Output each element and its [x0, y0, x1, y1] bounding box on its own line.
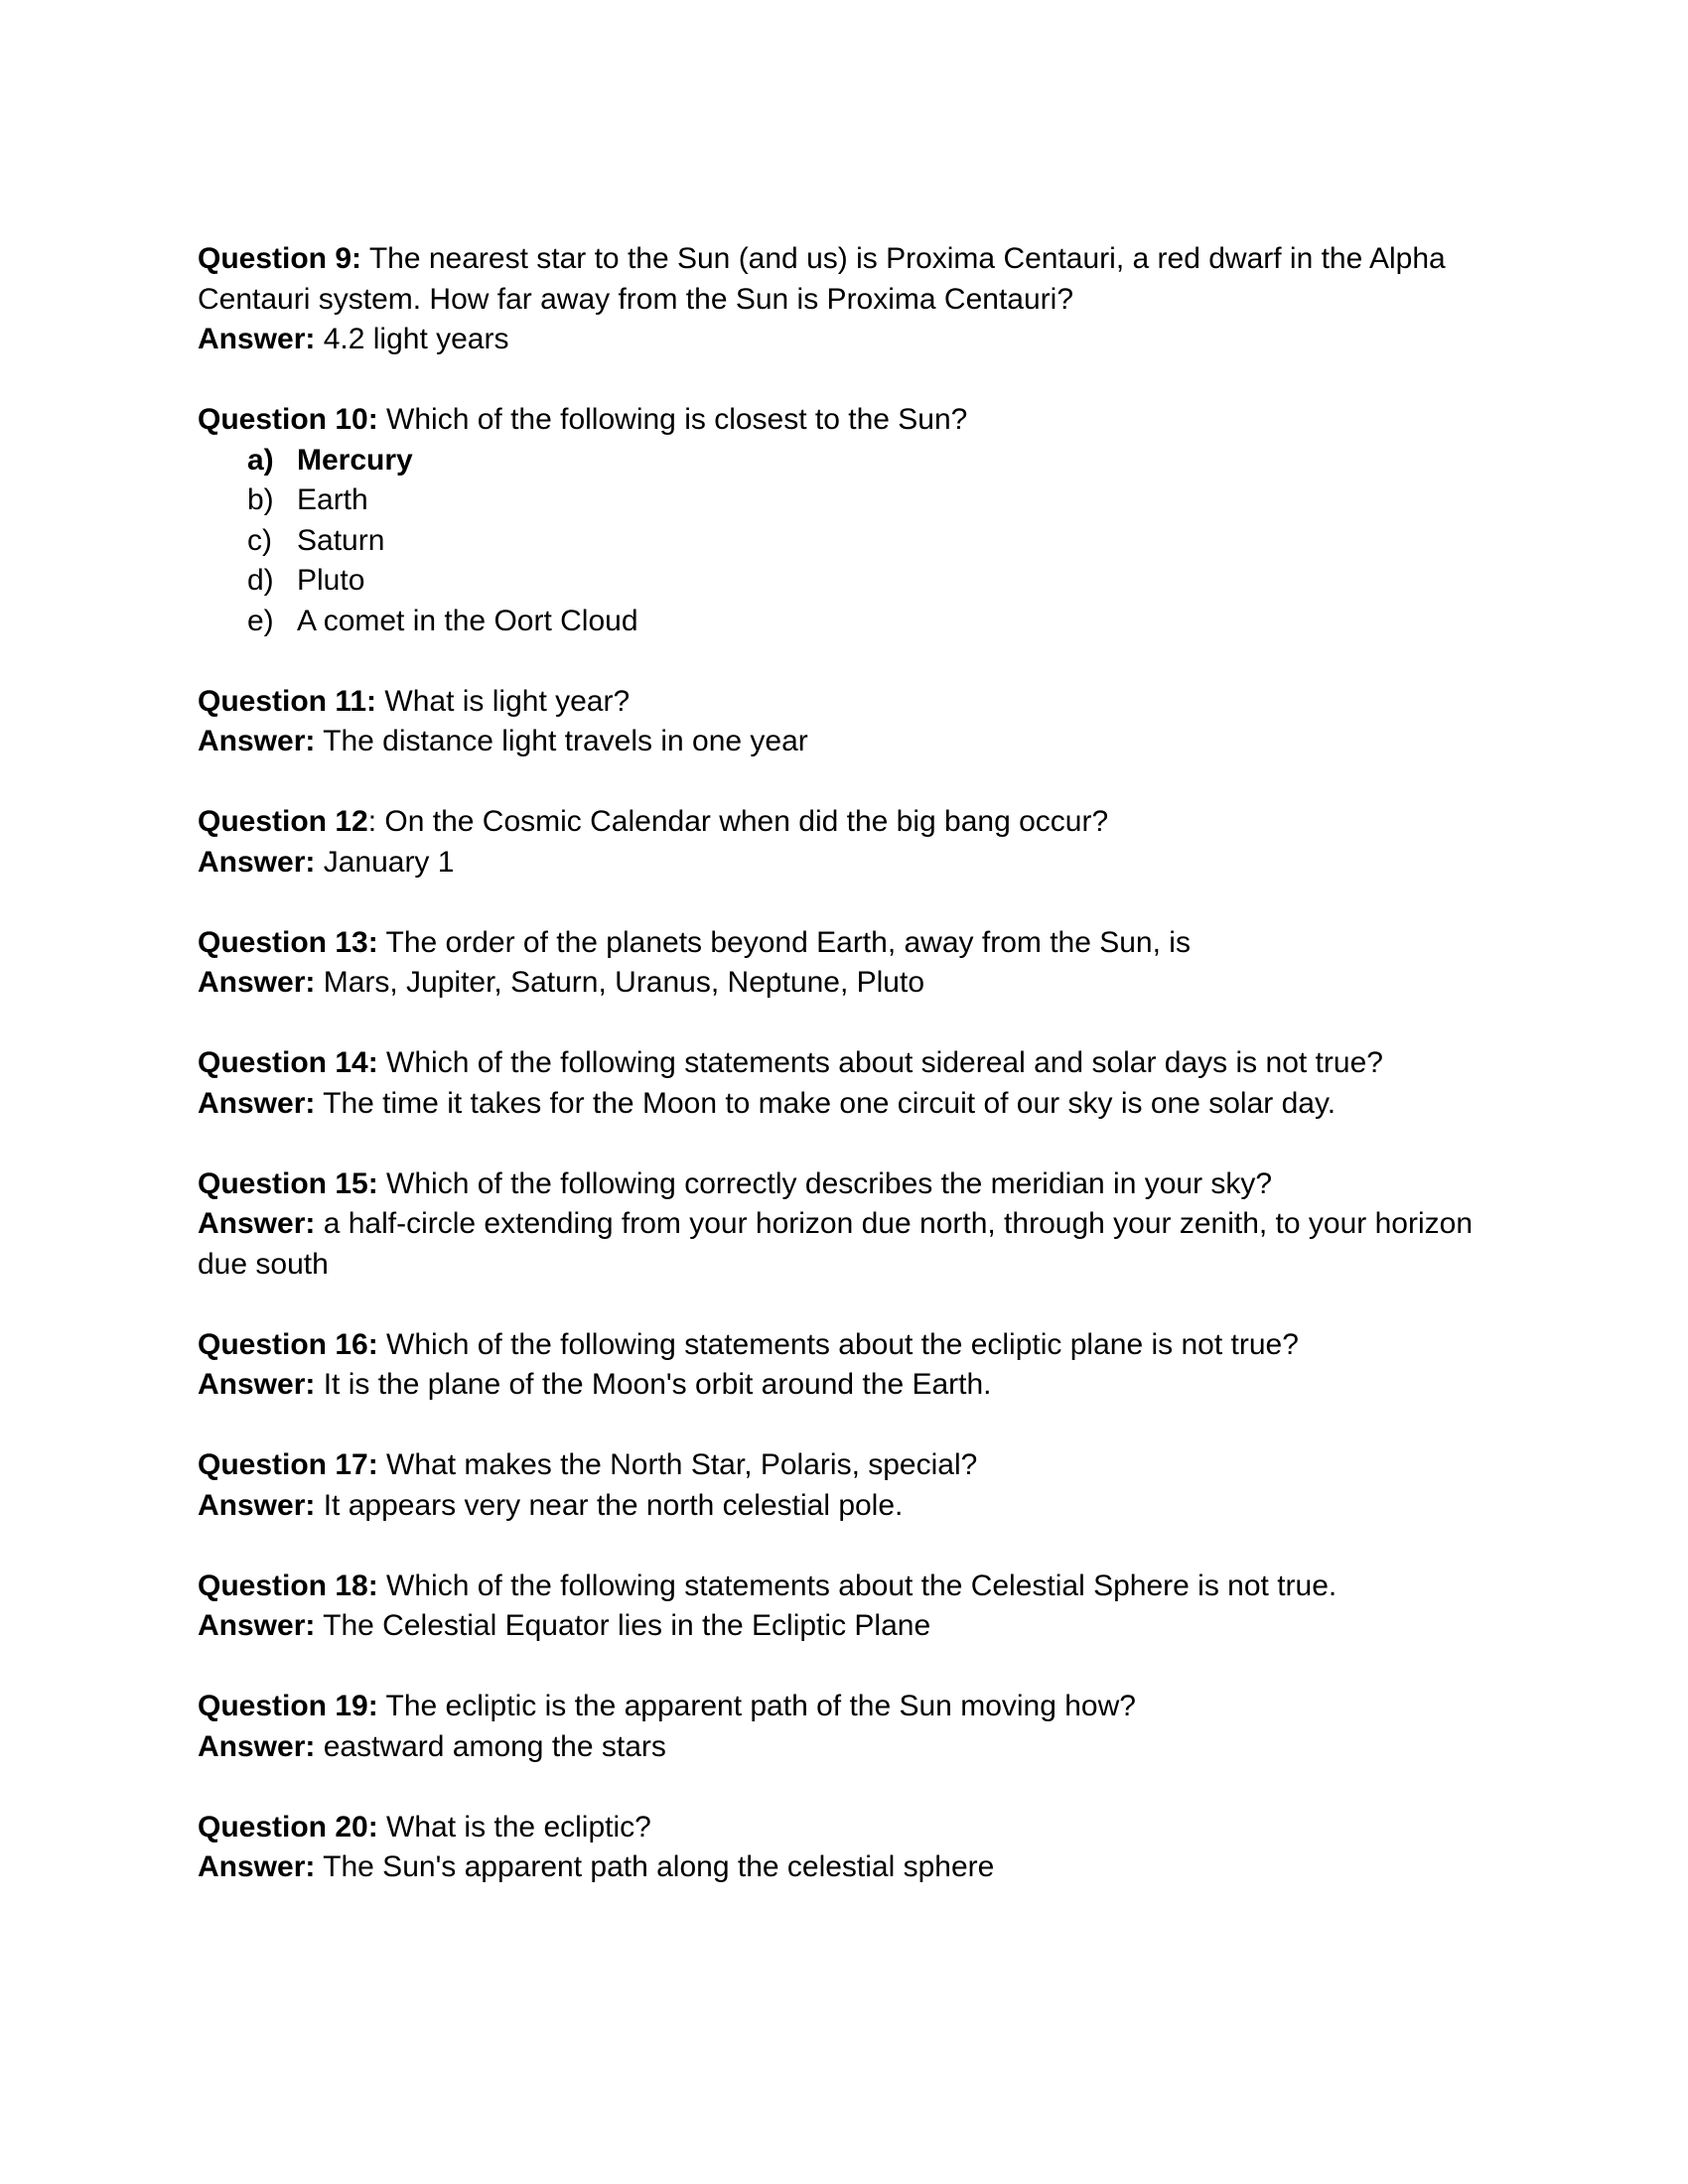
question-text: The nearest star to the Sun (and us) is Proxima Centauri, a red dwarf in the Alpha Centauri system. How far away from the Sun is Proxima Centauri?: [198, 242, 1446, 316]
question-label: Question 11:: [198, 684, 377, 718]
question-13-block: [198, 923, 1498, 1004]
answer-text: The Sun's apparent path along the celestial sphere: [323, 1850, 995, 1883]
question-label: Question 14:: [198, 1046, 378, 1079]
question-10: [198, 400, 1498, 441]
answer-17: [198, 1486, 1498, 1527]
option-text: Saturn: [297, 523, 385, 557]
question-label: Question 17:: [198, 1448, 378, 1481]
answer-16: [198, 1365, 1498, 1406]
document-page: [198, 239, 1498, 1928]
answer-text: January 1: [323, 845, 455, 879]
answer-9: [198, 320, 1498, 360]
answer-options-list: [198, 441, 1498, 642]
question-text: What is light year?: [384, 684, 631, 718]
answer-label: Answer:: [198, 1368, 316, 1401]
answer-label: Answer:: [198, 725, 316, 757]
question-label: Question 18:: [198, 1569, 378, 1602]
question-text: What is the ecliptic?: [386, 1810, 651, 1843]
question-13: [198, 923, 1498, 964]
answer-text: eastward among the stars: [323, 1729, 666, 1763]
option-c: [198, 521, 1498, 562]
question-label: Question 20:: [198, 1810, 378, 1843]
question-18: [198, 1567, 1498, 1607]
question-11-block: [198, 682, 1498, 762]
answer-text: The time it takes for the Moon to make one circuit of our sky is one solar day.: [323, 1086, 1336, 1120]
answer-13: [198, 963, 1498, 1004]
question-label: Question 12: [198, 805, 368, 838]
question-text: Which of the following statements about sidereal and solar days is not true?: [386, 1046, 1383, 1079]
question-14-block: [198, 1043, 1498, 1124]
question-16: [198, 1325, 1498, 1366]
answer-label: Answer:: [198, 1850, 316, 1883]
question-17-block: [198, 1445, 1498, 1526]
option-e: [198, 602, 1498, 642]
question-20: [198, 1808, 1498, 1848]
question-11: [198, 682, 1498, 723]
question-text: : On the Cosmic Calendar when did the big bang occur?: [367, 805, 1109, 838]
question-text: The order of the planets beyond Earth, away from the Sun, is: [385, 925, 1191, 959]
answer-label: Answer:: [198, 1086, 316, 1120]
answer-text: It appears very near the north celestial pole.: [323, 1488, 904, 1522]
question-label: Question 19:: [198, 1690, 378, 1722]
answer-label: Answer:: [198, 1488, 316, 1522]
option-text: Earth: [297, 483, 368, 516]
answer-text: a half-circle extending from your horizon due north, through your zenith, to your horizon due south: [198, 1207, 1474, 1281]
question-17: [198, 1445, 1498, 1486]
answer-14: [198, 1084, 1498, 1125]
answer-text: The distance light travels in one year: [323, 725, 808, 757]
question-10-block: [198, 400, 1498, 641]
question-label: Question 16:: [198, 1327, 378, 1361]
question-text: Which of the following correctly describes the meridian in your sky?: [386, 1166, 1273, 1200]
question-15-block: [198, 1164, 1498, 1286]
question-text: The ecliptic is the apparent path of the Sun moving how?: [385, 1690, 1136, 1722]
question-20-block: [198, 1808, 1498, 1888]
option-d: [198, 561, 1498, 602]
answer-15: [198, 1204, 1498, 1285]
answer-11: [198, 722, 1498, 762]
answer-label: Answer:: [198, 1609, 316, 1642]
question-label: Question 15:: [198, 1166, 378, 1200]
option-letter: d): [247, 564, 274, 597]
option-a: [198, 441, 1498, 481]
option-text: A comet in the Oort Cloud: [297, 604, 638, 637]
question-19: [198, 1687, 1498, 1727]
question-14: [198, 1043, 1498, 1084]
option-letter: e): [247, 604, 274, 637]
answer-text: 4.2 light years: [323, 323, 509, 355]
question-9-block: [198, 239, 1498, 360]
question-text: What makes the North Star, Polaris, special?: [386, 1448, 978, 1481]
question-18-block: [198, 1567, 1498, 1647]
answer-text: It is the plane of the Moon's orbit around the Earth.: [323, 1368, 992, 1401]
option-b: [198, 480, 1498, 521]
answer-20: [198, 1847, 1498, 1888]
question-label: Question 13:: [198, 925, 378, 959]
answer-18: [198, 1606, 1498, 1647]
answer-text: Mars, Jupiter, Saturn, Uranus, Neptune, Pluto: [323, 966, 925, 999]
option-letter: c): [247, 523, 272, 557]
option-letter: a): [247, 443, 274, 477]
answer-label: Answer:: [198, 966, 316, 999]
question-12: [198, 802, 1498, 843]
option-text: Pluto: [297, 564, 365, 597]
question-label: Question 10:: [198, 403, 378, 436]
answer-19: [198, 1727, 1498, 1768]
question-text: Which of the following statements about the ecliptic plane is not true?: [386, 1327, 1299, 1361]
option-letter: b): [247, 483, 274, 516]
option-text: Mercury: [297, 443, 413, 477]
answer-label: Answer:: [198, 323, 316, 355]
question-15: [198, 1164, 1498, 1205]
question-9: [198, 239, 1498, 320]
question-label: Question 9:: [198, 242, 362, 275]
question-text: Which of the following is closest to the Sun?: [386, 403, 968, 436]
answer-label: Answer:: [198, 845, 316, 879]
question-19-block: [198, 1687, 1498, 1767]
answer-12: [198, 843, 1498, 884]
question-16-block: [198, 1325, 1498, 1406]
answer-label: Answer:: [198, 1207, 316, 1240]
question-12-block: [198, 802, 1498, 883]
question-text: Which of the following statements about the Celestial Sphere is not true.: [386, 1569, 1337, 1602]
answer-text: The Celestial Equator lies in the Ecliptic Plane: [323, 1609, 931, 1642]
answer-label: Answer:: [198, 1729, 316, 1763]
